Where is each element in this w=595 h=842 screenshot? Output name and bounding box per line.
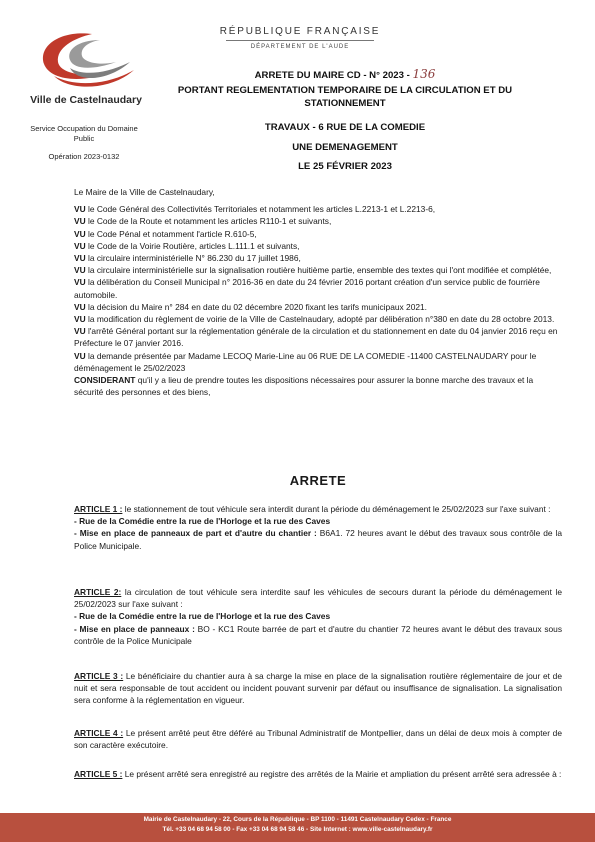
vu-text: qu'il y a lieu de prendre toutes les dispositions nécessaires pour assurer la bonne marche des travaux et la sécurité des personnes et des biens, <box>74 375 534 398</box>
vu-text: le Code de la Route et notamment les articles R110-1 et suivants, <box>85 216 332 227</box>
article-4-label: ARTICLE 4 : <box>74 728 124 738</box>
article-5-label: ARTICLE 5 : <box>74 769 123 779</box>
arrete-number-text: ARRETE DU MAIRE CD - N° 2023 - <box>254 70 410 81</box>
vu-text: la circulaire interministérielle N° 86.230 du 17 juillet 1986, <box>85 253 301 264</box>
vu-keyword: VU <box>74 314 86 325</box>
vu-keyword: VU <box>74 204 86 215</box>
arrete-number <box>160 67 530 81</box>
vu-keyword: VU <box>74 240 86 251</box>
city-logo <box>30 28 142 90</box>
vu-item <box>74 264 562 276</box>
header-rule <box>226 40 374 41</box>
vu-item <box>74 374 562 398</box>
article-4 <box>74 727 562 751</box>
article-1-bullet-2-text: B6A1. 72 heures avant le début des travaux sous contrôle de la Police Municipale. <box>74 528 562 551</box>
vu-keyword: VU <box>74 265 86 276</box>
vu-keyword: CONSIDERANT <box>74 375 136 386</box>
demenagement-line: UNE DEMENAGEMENT <box>292 142 398 153</box>
preamble-intro: Le Maire de la Ville de Castelnaudary, <box>74 187 215 197</box>
vu-keyword: VU <box>74 301 86 312</box>
operation-number: Opération 2023-0132 <box>48 152 120 161</box>
vu-item <box>74 350 562 374</box>
vu-text: le Code Pénal et notamment l'article R.610-5, <box>85 228 257 239</box>
vu-text: le Code de la Voirie Routière, articles L.111.1 et suivants, <box>85 240 300 251</box>
vu-item <box>74 252 562 264</box>
city-name: Ville de Castelnaudary <box>30 94 142 106</box>
article-2-label: ARTICLE 2: <box>74 587 122 597</box>
vu-keyword: VU <box>74 216 86 227</box>
departement-header: DÉPARTEMENT DE L'AUDE <box>250 44 350 50</box>
vu-keyword: VU <box>74 253 86 264</box>
vu-text: la décision du Maire n° 284 en date du 02 décembre 2020 fixant les tarifs municipaux 2021. <box>85 301 427 312</box>
vu-item <box>74 228 562 240</box>
article-3-label: ARTICLE 3 : <box>74 671 124 681</box>
article-2-text: la circulation de tout véhicule sera interdite sauf les véhicules de secours durant la période du déménagement le 25/02/2023 sur l'axe suivant : <box>74 587 562 610</box>
vu-item <box>74 203 562 215</box>
handwritten-number: 136 <box>412 67 436 81</box>
vu-text: la délibération du Conseil Municipal n° 2016-36 en date du 24 février 2016 portant création d'un service public de fourrière automobile. <box>74 277 540 300</box>
article-4-text: Le présent arrêté peut être déféré au Tribunal Administratif de Montpellier, dans un délai de deux mois à compter de son caractère exécutoire. <box>74 728 562 751</box>
vu-keyword: VU <box>74 350 86 361</box>
vu-text: la demande présentée par Madame LECOQ Marie-Line au 06 RUE DE LA COMEDIE -11400 CASTELNAUDARY pour le déménagement le 25/02/2023 <box>74 350 537 373</box>
travaux-line: TRAVAUX - 6 RUE DE LA COMEDIE <box>264 122 426 133</box>
footer-address: Mairie de Castelnaudary - 22, Cours de la République - BP 1100 - 11491 Castelnaudary Cedex - France <box>143 816 452 823</box>
vu-item <box>74 325 562 349</box>
vu-item <box>74 301 562 313</box>
vu-item <box>74 276 562 300</box>
arrete-subject: PORTANT REGLEMENTATION TEMPORAIRE DE LA CIRCULATION ET DU STATIONNEMENT <box>177 85 513 109</box>
article-5 <box>74 768 562 780</box>
article-3 <box>74 670 562 707</box>
arrete-date: LE 25 FÉVRIER 2023 <box>298 161 392 172</box>
vu-item <box>74 215 562 227</box>
article-2 <box>74 586 562 647</box>
article-1-bullet-1: - Rue de la Comédie entre la rue de l'Horloge et la rue des Caves <box>74 516 331 527</box>
vu-item <box>74 313 562 325</box>
article-1-label: ARTICLE 1 : <box>74 504 123 514</box>
article-5-text: Le présent arrêté sera enregistré au registre des arrêtés de la Mairie et ampliation du présent arrêté sera adressée à : <box>122 769 562 779</box>
vu-keyword: VU <box>74 277 86 288</box>
service-label: Service Occupation du Domaine Public <box>30 124 138 143</box>
article-1-bullet-2-bold: - Mise en place de panneaux de part et d'autre du chantier : <box>74 528 317 539</box>
article-1 <box>74 503 562 552</box>
vu-keyword: VU <box>74 228 86 239</box>
article-2-bullet-2-bold: - Mise en place de panneaux : <box>74 623 195 634</box>
vu-item <box>74 240 562 252</box>
preamble <box>74 186 562 398</box>
vu-text: la circulaire interministérielle sur la signalisation routière huitième partie, ensemble des textes qui l'ont modifiée et complétée, <box>85 265 552 276</box>
arrete-title: ARRETE <box>289 473 347 488</box>
article-3-text: Le bénéficiaire du chantier aura à sa charge la mise en place de la signalisation routière réglementaire de jour et de nuit et sera responsable de tout accident ou incident pouvant survenir par défaut ou insuffisance de signalisation. La signalisation sera conforme à la réglementation en vigueur. <box>74 671 562 706</box>
vu-text: le Code Général des Collectivités Territoriales et notamment les articles L.2213-1 et L.2213-6, <box>85 204 436 215</box>
vu-keyword: VU <box>74 326 86 337</box>
footer-contact: Tél. +33 04 68 94 58 00 - Fax +33 04 68 94 58 46 - Site Internet : www.ville-castelnaudary.fr <box>162 826 433 833</box>
article-1-text: le stationnement de tout véhicule sera interdit durant la période du déménagement le 25/02/2023 sur l'axe suivant : <box>122 504 551 514</box>
vu-text: l'arrêté Général portant sur la réglementation générale de la circulation et du stationnement en date du 04 janvier 2016 reçu en Préfecture le 07 janvier 2016. <box>74 326 558 349</box>
vu-list <box>74 203 562 398</box>
republique-header: RÉPUBLIQUE FRANÇAISE <box>219 26 381 37</box>
vu-text: la modification du règlement de voirie de la Ville de Castelnaudary, adopté par délibération n°380 en date du 28 octobre 2013. <box>85 314 555 325</box>
article-2-bullet-1: - Rue de la Comédie entre la rue de l'Horloge et la rue des Caves <box>74 611 331 622</box>
article-2-bullet-2-text: BO - KC1 Route barrée de part et d'autre du chantier 72 heures avant le début des travaux sous contrôle de la Police Municipale <box>74 623 563 646</box>
